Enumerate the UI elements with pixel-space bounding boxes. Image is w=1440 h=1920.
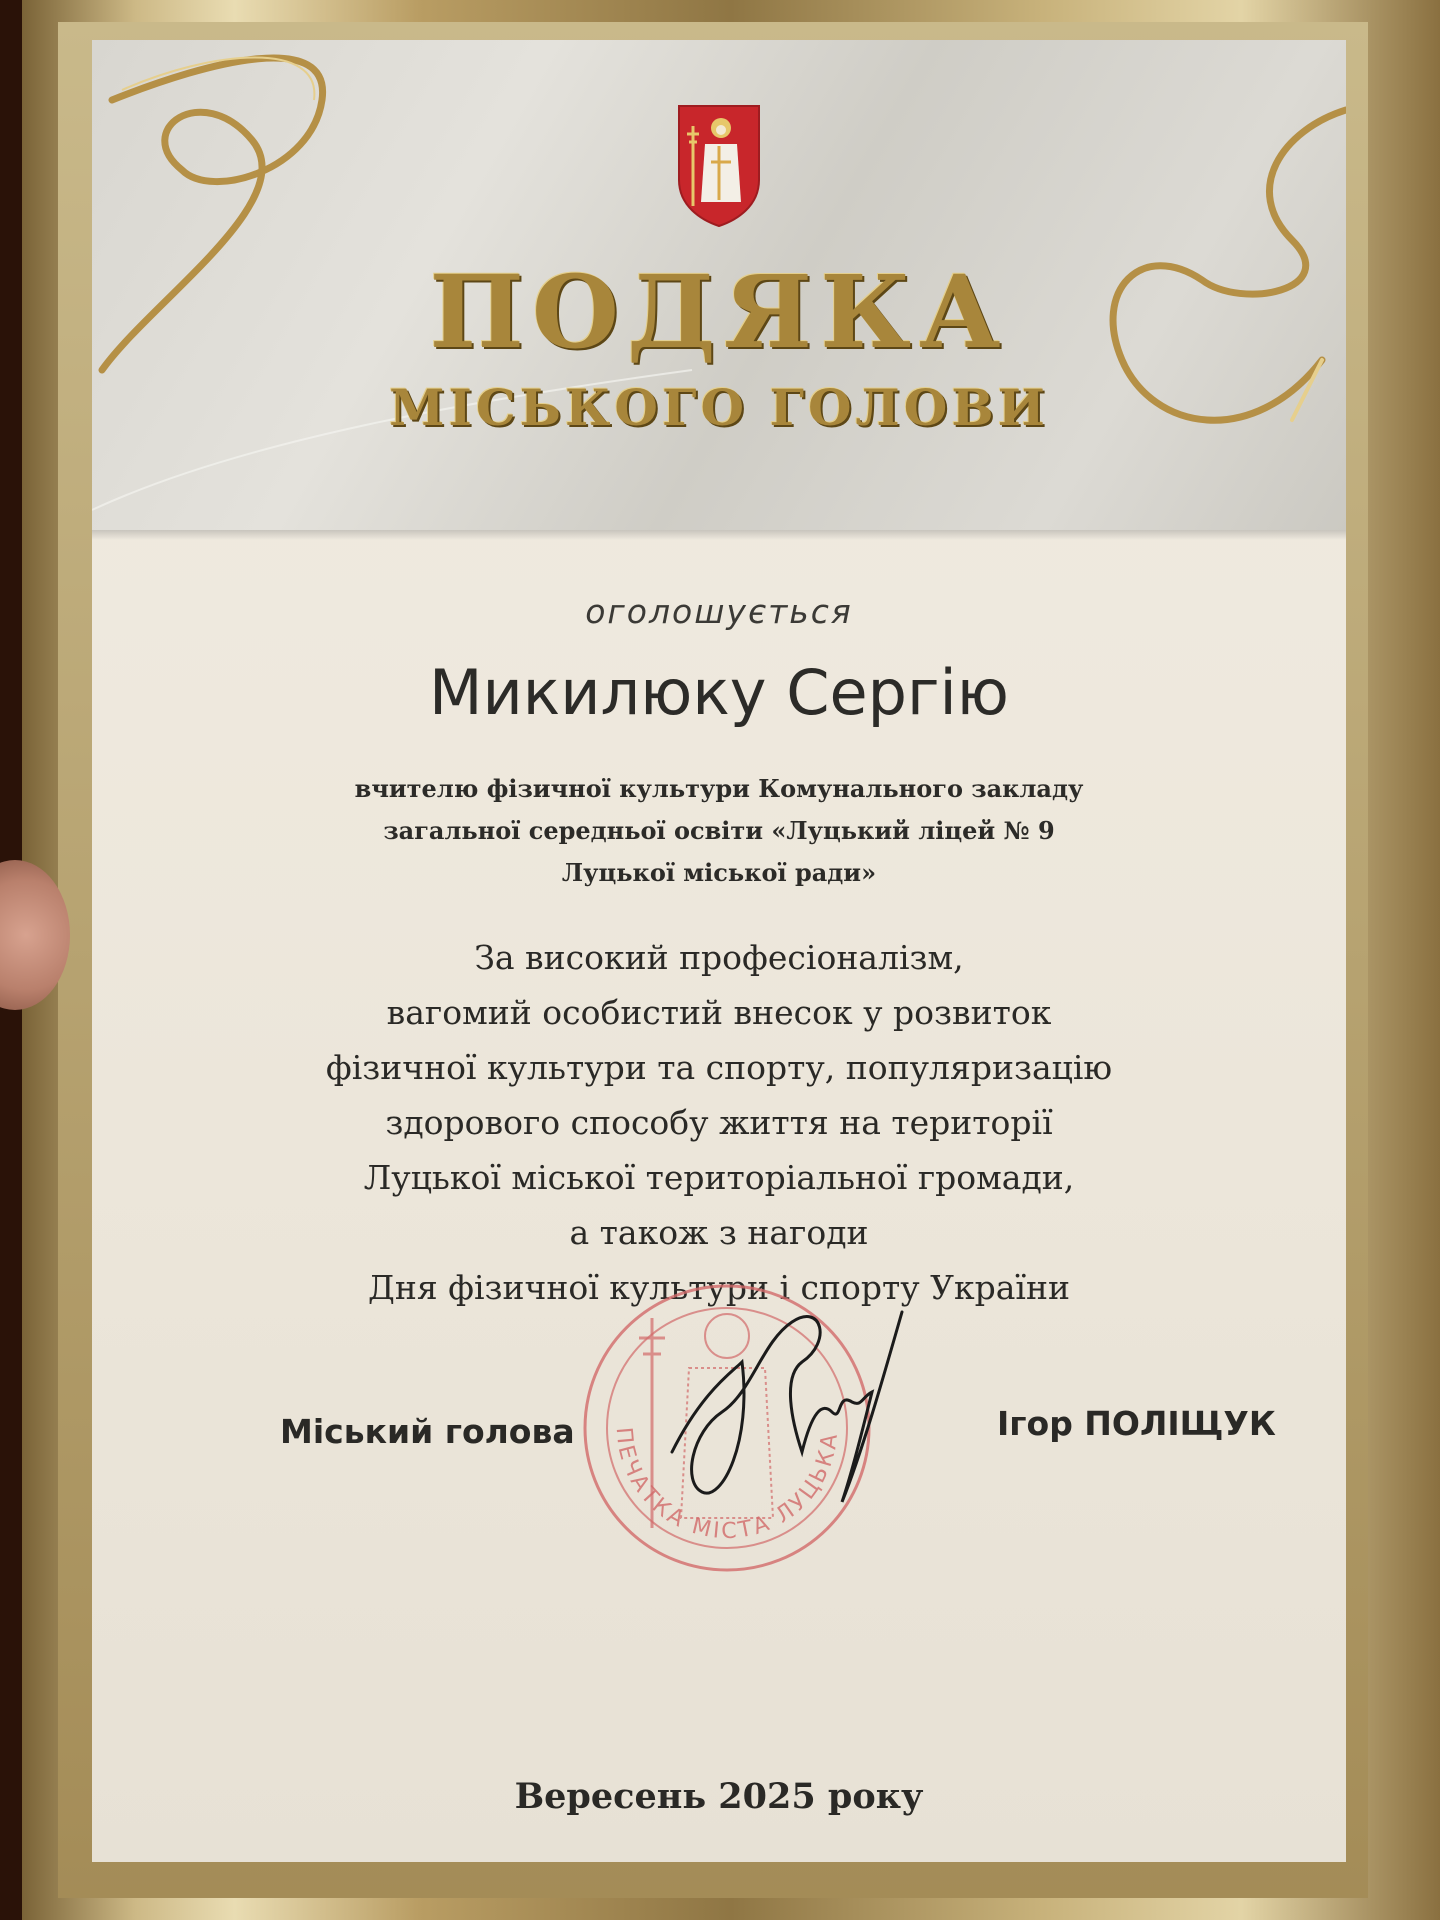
certificate-title: ПОДЯКА bbox=[429, 253, 1009, 371]
position-line: вчителю фізичної культури Комунального закладу bbox=[354, 774, 1084, 803]
certificate-sheet bbox=[92, 40, 1346, 1862]
reason-line: а також з нагоди bbox=[569, 1213, 869, 1252]
reason-line: За високий професіоналізм, bbox=[474, 938, 964, 977]
award-reason bbox=[242, 930, 1196, 1315]
reason-line: фізичної культури та спорту, популяризацію bbox=[325, 1048, 1113, 1087]
handwritten-signature bbox=[662, 1302, 912, 1522]
position-line: Луцької міської ради» bbox=[561, 858, 877, 887]
recipient-position bbox=[292, 768, 1146, 894]
reason-line: Луцької міської територіальної громади, bbox=[363, 1158, 1075, 1197]
reason-line: вагомий особистий внесок у розвиток bbox=[386, 993, 1052, 1032]
recipient-name: Микилюку Сергію bbox=[429, 656, 1009, 729]
signer-name: Ігор ПОЛІЩУК bbox=[997, 1404, 1276, 1443]
seal-text: ПЕЧАТКА МІСТА ЛУЦЬКА bbox=[610, 1426, 844, 1545]
position-line: загальної середньої освіти «Луцький ліцей № 9 bbox=[383, 816, 1055, 845]
reason-line: здорового способу життя на території bbox=[385, 1103, 1053, 1142]
reason-line: Дня фізичної культури і спорту України bbox=[368, 1268, 1070, 1307]
signer-title: Міський голова bbox=[280, 1412, 575, 1451]
announcement-word: оголошується bbox=[585, 592, 853, 631]
issue-date: Вересень 2025 року bbox=[514, 1776, 924, 1817]
city-coat-of-arms bbox=[675, 102, 763, 230]
certificate-subtitle: МІСЬКОГО ГОЛОВИ bbox=[389, 378, 1049, 437]
